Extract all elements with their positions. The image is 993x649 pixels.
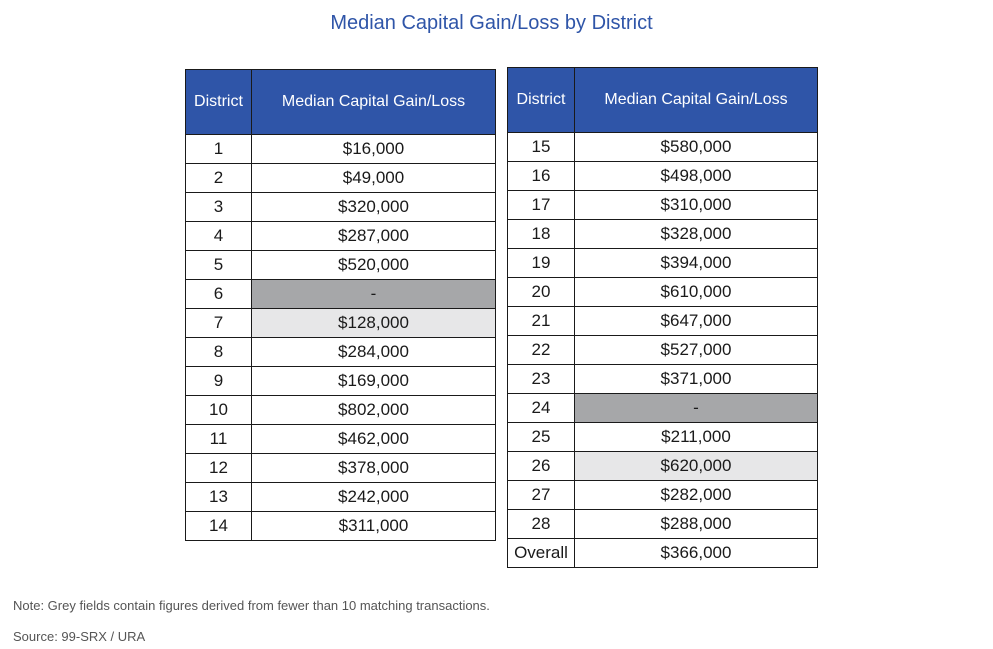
table-row (508, 191, 818, 220)
district-table-left (185, 69, 496, 541)
district-cell: 18 (508, 220, 575, 249)
median-gain-cell: $580,000 (575, 133, 818, 162)
table-row (508, 481, 818, 510)
district-cell: 7 (186, 309, 252, 338)
column-header-median-gain: Median Capital Gain/Loss (252, 70, 496, 135)
table-row (186, 454, 496, 483)
table-header-row (186, 70, 496, 135)
district-cell: 4 (186, 222, 252, 251)
district-cell: 16 (508, 162, 575, 191)
table-row (508, 307, 818, 336)
table-row (186, 367, 496, 396)
table-row (186, 135, 496, 164)
table-row (186, 280, 496, 309)
district-cell: 23 (508, 365, 575, 394)
median-gain-cell: $320,000 (252, 193, 496, 222)
column-header-district: District (508, 68, 575, 133)
table-row (186, 193, 496, 222)
table-row (508, 423, 818, 452)
median-gain-cell: $520,000 (252, 251, 496, 280)
table-body (186, 135, 496, 541)
median-gain-cell: $128,000 (252, 309, 496, 338)
median-gain-cell: $310,000 (575, 191, 818, 220)
median-gain-cell: $169,000 (252, 367, 496, 396)
table-row (186, 425, 496, 454)
table-row (508, 510, 818, 539)
district-cell: 12 (186, 454, 252, 483)
table-row (508, 336, 818, 365)
median-gain-cell: $328,000 (575, 220, 818, 249)
district-cell: 22 (508, 336, 575, 365)
median-gain-cell: $366,000 (575, 539, 818, 568)
median-gain-cell: $288,000 (575, 510, 818, 539)
table-row (508, 452, 818, 481)
median-gain-cell: $620,000 (575, 452, 818, 481)
column-header-median-gain: Median Capital Gain/Loss (575, 68, 818, 133)
district-cell: 8 (186, 338, 252, 367)
median-gain-cell: $371,000 (575, 365, 818, 394)
district-cell: Overall (508, 539, 575, 568)
district-cell: 13 (186, 483, 252, 512)
district-cell: 6 (186, 280, 252, 309)
column-header-district: District (186, 70, 252, 135)
district-cell: 1 (186, 135, 252, 164)
district-cell: 26 (508, 452, 575, 481)
median-gain-cell: $311,000 (252, 512, 496, 541)
median-gain-cell: $647,000 (575, 307, 818, 336)
median-gain-cell: $242,000 (252, 483, 496, 512)
median-gain-cell: $287,000 (252, 222, 496, 251)
table-header-row (508, 68, 818, 133)
district-cell: 15 (508, 133, 575, 162)
table-row (186, 483, 496, 512)
district-cell: 5 (186, 251, 252, 280)
district-cell: 24 (508, 394, 575, 423)
table-row (186, 396, 496, 425)
district-cell: 19 (508, 249, 575, 278)
district-table-right (507, 67, 818, 568)
table-row (186, 222, 496, 251)
median-gain-cell: $16,000 (252, 135, 496, 164)
median-gain-cell: $394,000 (575, 249, 818, 278)
table-row (186, 512, 496, 541)
table-row (508, 365, 818, 394)
district-cell: 20 (508, 278, 575, 307)
district-cell: 10 (186, 396, 252, 425)
median-gain-cell: - (252, 280, 496, 309)
table-row (508, 394, 818, 423)
table-row (186, 309, 496, 338)
district-cell: 17 (508, 191, 575, 220)
district-cell: 11 (186, 425, 252, 454)
district-cell: 28 (508, 510, 575, 539)
table-body (508, 133, 818, 568)
chart-title: Median Capital Gain/Loss by District (330, 12, 653, 34)
median-gain-cell: $610,000 (575, 278, 818, 307)
median-gain-cell: $802,000 (252, 396, 496, 425)
median-gain-cell: $49,000 (252, 164, 496, 193)
footnote: Note: Grey fields contain figures derived from fewer than 10 matching transactions. (13, 598, 490, 613)
median-gain-cell: $462,000 (252, 425, 496, 454)
median-gain-cell: $527,000 (575, 336, 818, 365)
table-row (508, 162, 818, 191)
table-row (508, 539, 818, 568)
district-cell: 25 (508, 423, 575, 452)
median-gain-cell: $284,000 (252, 338, 496, 367)
table-row (508, 278, 818, 307)
district-cell: 2 (186, 164, 252, 193)
table-row (186, 164, 496, 193)
table-row (186, 338, 496, 367)
median-gain-cell: $282,000 (575, 481, 818, 510)
table-row (186, 251, 496, 280)
median-gain-cell: $211,000 (575, 423, 818, 452)
district-cell: 14 (186, 512, 252, 541)
source-note: Source: 99-SRX / URA (13, 629, 146, 644)
median-gain-cell: $378,000 (252, 454, 496, 483)
district-cell: 27 (508, 481, 575, 510)
table-row (508, 220, 818, 249)
median-gain-cell: $498,000 (575, 162, 818, 191)
table-row (508, 133, 818, 162)
district-cell: 21 (508, 307, 575, 336)
district-cell: 9 (186, 367, 252, 396)
median-gain-cell: - (575, 394, 818, 423)
district-cell: 3 (186, 193, 252, 222)
table-row (508, 249, 818, 278)
